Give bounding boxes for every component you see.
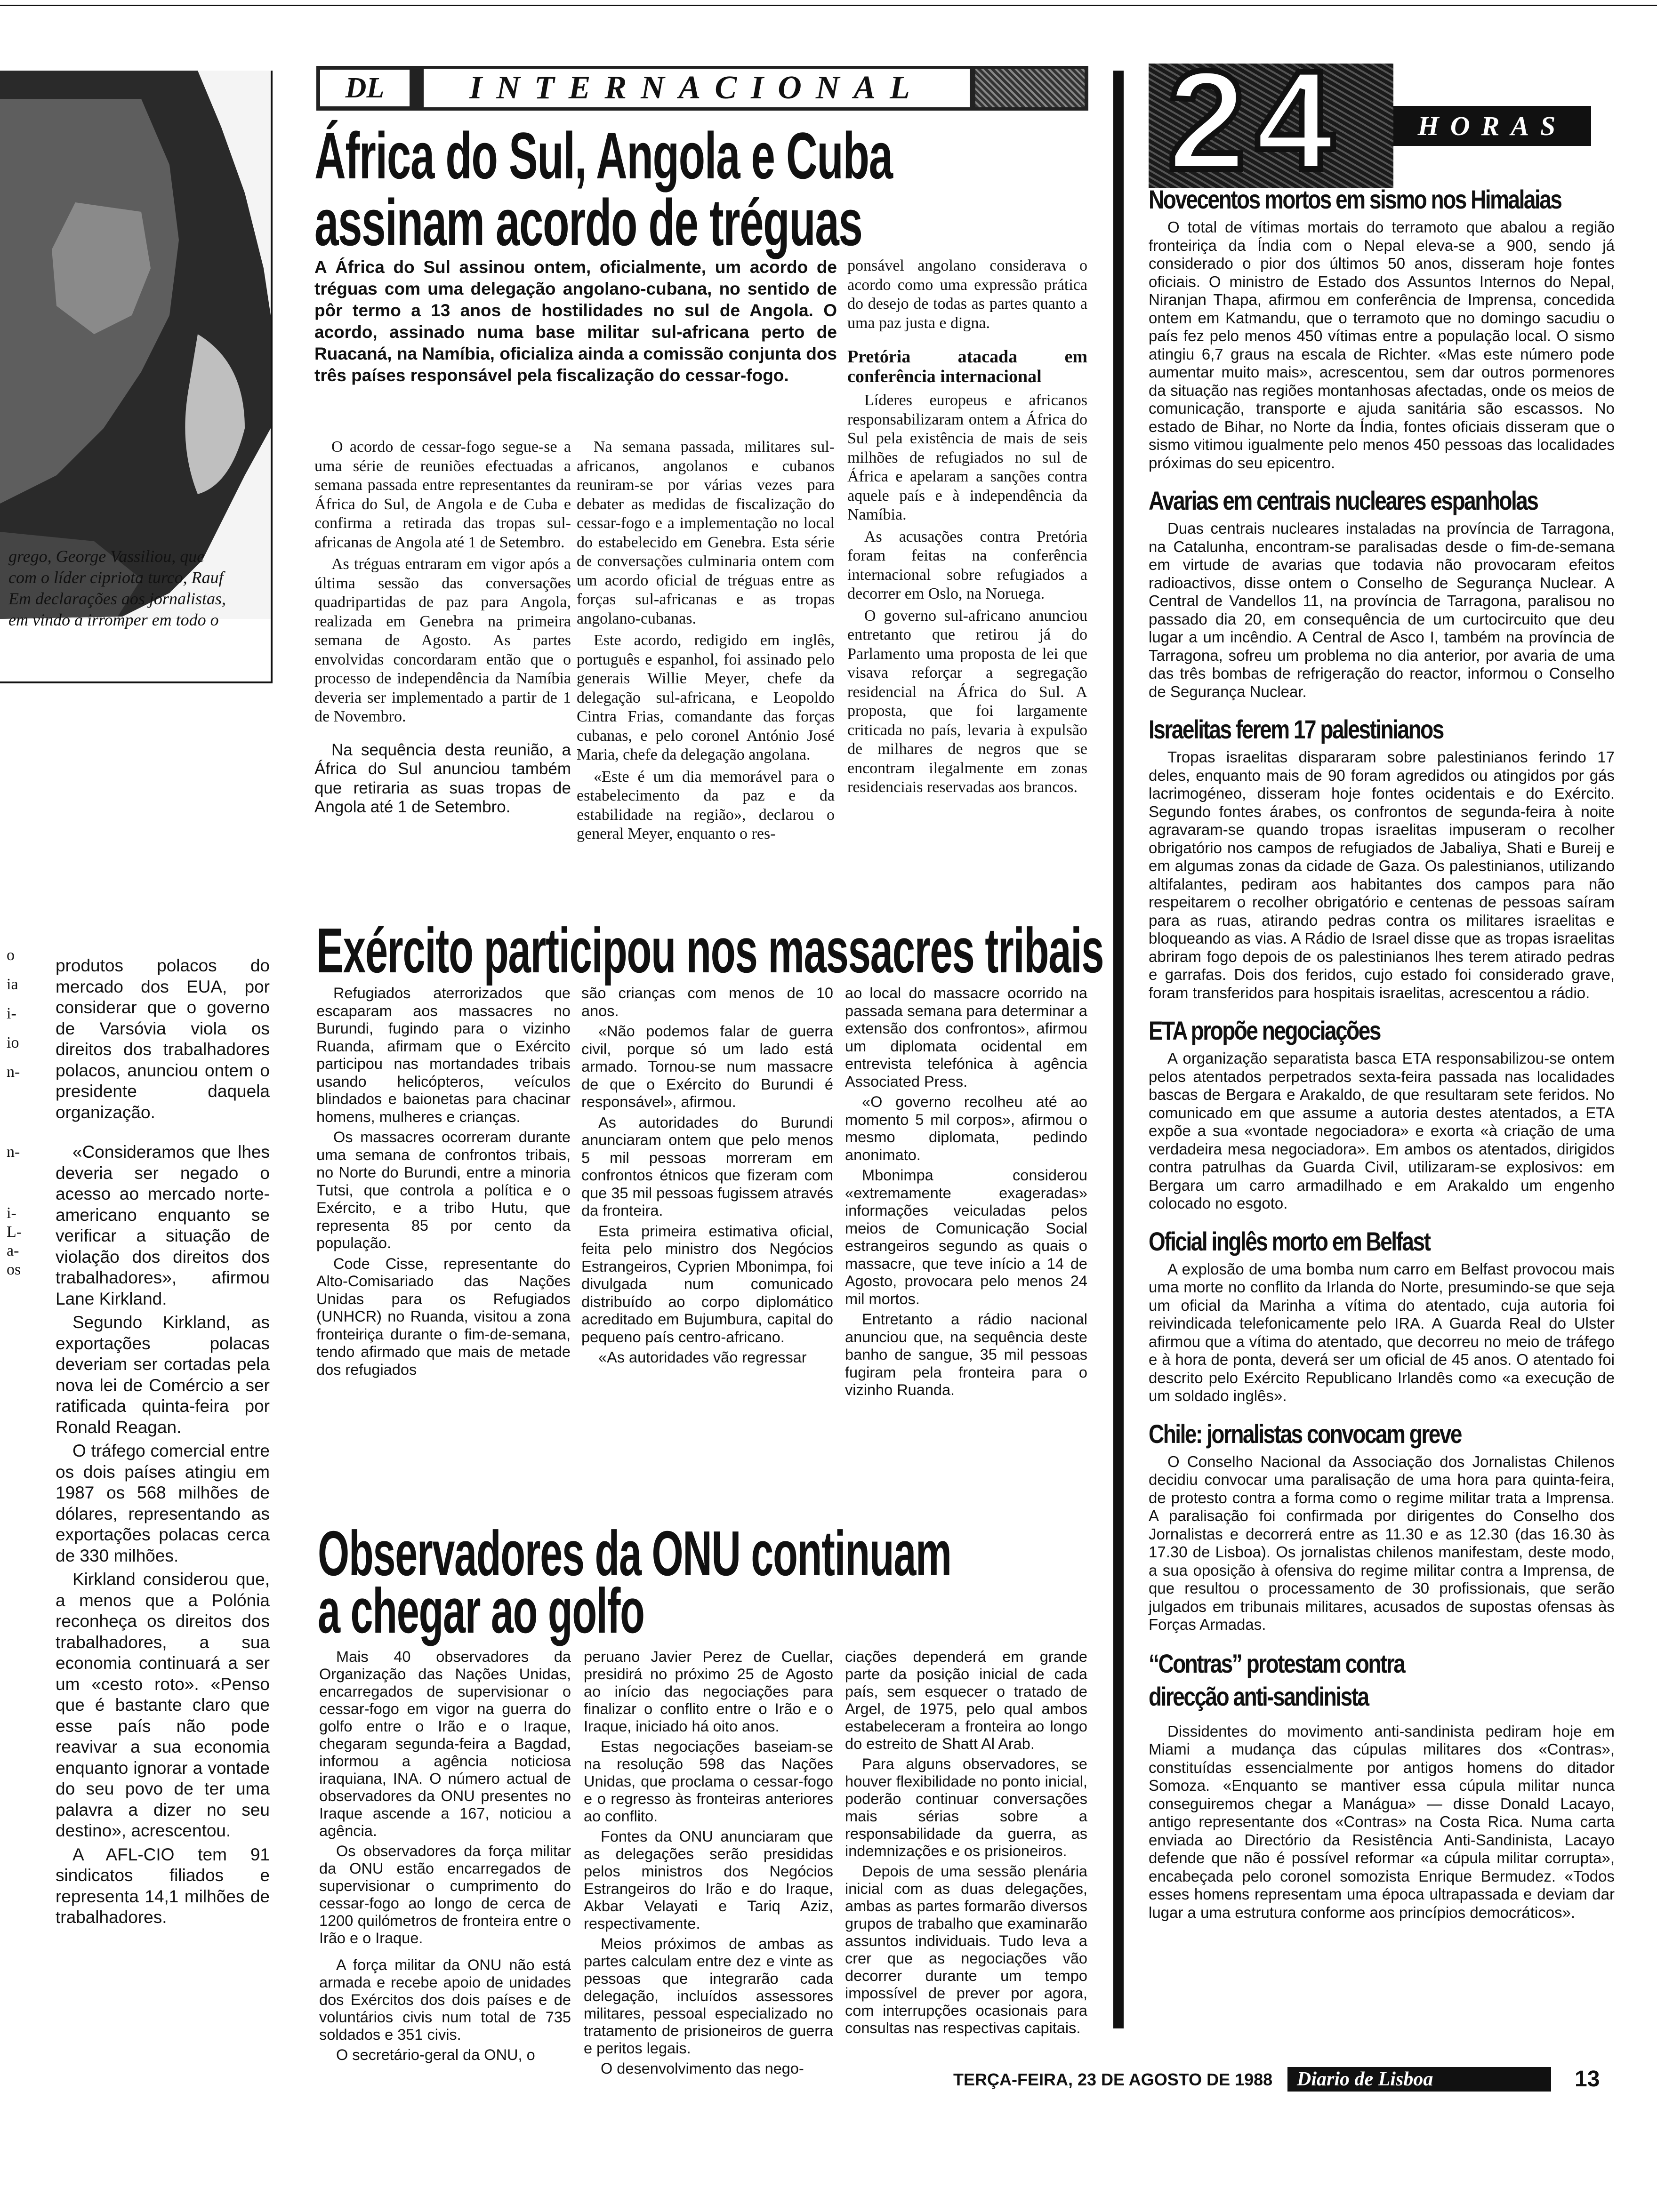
- top-rule: [0, 5, 1657, 6]
- photo-caption: grego, George Vassiliou, que com o líder cipriota turco, Rauf Em declarações aos jornalistas, em vindo a irromper em todo o: [8, 547, 226, 629]
- article1-col2: Na semana passada, militares sul-africanos, angolanos e cubanos reuniram-se por várias vezes para debater as medidas de fiscalização do cessar-fogo e a implementação no local do estabelecido em Genebra. Esta série de conversações culminaria ontem com um acordo oficial de tréguas entre as forças sul-africanas e as tropas angolano-cubanas. Este acordo, redigido em inglês, português e espanhol, foi assinado pelo generais Willie Meyer, chefe da delegação sul-africana, e Leopoldo Cintra Frias, comandante das forças cubanas, e pelo coronel António José Maria, chefe da delegação angolana. «Este é um dia memorável para o estabelecimento da paz e da estabilidade na região», declarou o general Meyer, enquanto o res-: [577, 438, 835, 842]
- brief-body: Duas centrais nucleares instaladas na província de Tarragona, na Catalunha, encontram-se paralisadas desde o fim-de-semana em virtude de avarias que todavia não provocaram efeitos radioactivos, disse ontem o Conselho de Segurança Nuclear. A Central de Vandellos 11, na província de Tarragona, paralisou no passado dia 20, em consequência de um curtocircuito que deu lugar a um incêndio. A Central de Asco I, também na província de Tarragona, sofreu um problema no dia anterior, por avaria de uma das três bombas de refrigeração do reactor, informou o Conselho de Segurança Nuclear.: [1149, 520, 1615, 700]
- article2-col1: Refugiados aterrorizados que escaparam aos massacres no Burundi, fugindo para o vizinho Ruanda, afirmam que o Exército participou nas mortandades tribais usando helicópteros, veículos blindados e baionetas para chacinar homens, mulheres e crianças. Os massacres ocorreram durante uma semana de confrontos tribais, no Norte do Burundi, entre a minoria Tutsi, que controla a política e o Exército, e a tribo Hutu, que representa 85 por cento da população. Code Cisse, representante do Alto-Comisariado das Nações Unidas para os Refugiados (UNHCR) no Ruanda, visitou a zona fronteiriça durante o fim-de-semana, tendo afirmado que mais de metade dos refugiados: [316, 985, 571, 1378]
- article3-col1: Mais 40 observadores da Organização das Nações Unidas, encarregados de supervisionar o cessar-fogo em vigor na guerra do golfo entre o Irão e o Iraque, chegaram segunda-feira a Bagdad, informou a agência noticiosa iraquiana, INA. O número actual de observadores da ONU presentes no Iraque ascende a 167, noticiou a agência. Os observadores da força militar da ONU estão encarregados de supervisionar o cumprimento do cessar-fogo ao longo de cerca de 1200 quilómetros de fronteira entre o Irão e o Iraque. A força militar da ONU não está armada e recebe apoio de unidades dos Exércitos dos dois países e de voluntários civis num total de 735 soldados e 351 civis. O secretário-geral da ONU, o: [319, 1648, 571, 2063]
- twentyfour-badge: 24: [1149, 64, 1393, 188]
- article1-col1: O acordo de cessar-fogo segue-se a uma série de reuniões efectuadas a semana passada entre representantes da África do Sul, de Angola e de Cuba e confirma a retirada das tropas sul-africanas de Angola até 1 de Setembro. As tréguas entraram em vigor após a última sessão das conversações quadripartidas de paz para Angola, realizada em Genebra na primeira semana de Agosto. As partes envolvidas concordaram então que o processo de independência da Namíbia deveria ser implementado a partir de 1 de Novembro. Na sequência desta reunião, a África do Sul anunciou também que retiraria as suas tropas de Angola até 1 de Setembro.: [314, 438, 571, 816]
- brief-title: Chile: jornalistas convocam greve: [1149, 1419, 1462, 1449]
- brief-title: “Contras” protestam contra direcção anti-sandinista: [1149, 1648, 1405, 1711]
- article3-title: Observadores da ONU continuam a chegar ao golfo: [318, 1518, 951, 1646]
- article3-col3: ciações dependerá em grande parte da posição inicial de cada país, sem esquecer o tratado de Argel, de 1975, pelo qual ambos estabeleceram a fronteira ao longo do estreito de Shatt Al Arab. Para alguns observadores, se houver flexibilidade no ponto inicial, poderão continuar conversações mais sérias sobre a responsabilidade da guerra, as indemnizações e os prisioneiros. Depois de uma sessão plenária inicial com as duas delegações, ambas as partes formarão diversos grupos de trabalho que examinarão assuntos individuais. Tudo leva a crer que as negociações vão decorrer durante um tempo impossível de prever por agora, com interrupções ocasionais para consultas nas respectivas capitais.: [845, 1648, 1087, 2036]
- brief-body: A organização separatista basca ETA responsabilizou-se ontem pelos atentados perpetrados sexta-feira passada nas localidades bascas de Bergara e Arakaldo, de que resultaram sete feridos. No comunicado em que assume a autoria destes atentados, a ETA expõe a sua «vontade negociadora» e exorta «à criação de uma verdadeira mesa negociadora». Em ambos os atentados, dirigidos contra patrulhas da Guarda Civil, utilizaram-se explosivos: em Bergara um carro armadilhado e em Arakaldo um engenho colocado no esgoto.: [1149, 1050, 1615, 1212]
- banner-texture: [975, 69, 1085, 107]
- brief-body: O Conselho Nacional da Associação dos Jornalistas Chilenos decidiu convocar uma paralisação de uma hora para quinta-feira, de protesto contra a forma como o regime militar trata a Imprensa. A paralisação foi confirmada por dirigentes do Conselho dos Jornalistas e decorrerá entre as 11.30 e as 12.30 (das 16.30 às 17.30 de Lisboa). Os jornalistas chilenos manifestam, deste modo, a sua oposição à ofensiva do regime militar contra a Imprensa, de que resultou o processamento de 30 profissionais, que serão julgados em tribunais militares, acusados de supostas ofensas às Forças Armadas.: [1149, 1452, 1615, 1633]
- dl-logo: DL: [320, 70, 410, 106]
- photo-right-border: [271, 71, 273, 682]
- left-fragments: o ia i- io n- n- i- L- a- os: [7, 946, 22, 1278]
- right-column-left-bar: [1113, 71, 1124, 2028]
- section-banner: [316, 66, 1088, 111]
- section-title: INTERNACIONAL: [424, 69, 970, 107]
- footer-paper-name: Diario de Lisboa: [1287, 2067, 1551, 2092]
- article3-col2: peruano Javier Perez de Cuellar, presidirá no próximo 25 de Agosto ao início das negociações para finalizar o conflito entre o Irão e o Iraque, iniciado há oito anos. Estas negociações baseiam-se na resolução 598 das Nações Unidas, que proclama o cessar-fogo e o regresso às fronteiras anteriores ao conflito. Fontes da ONU anunciaram que as delegações serão presididas pelos ministros dos Negócios Estrangeiros do Irão e do Iraque, Akbar Velayati e Tariq Aziz, respectivamente. Meios próximos de ambas as partes calculam entre dez e vinte as pessoas que integrarão cada delegação, incluídos assessores militares, pessoal especializado no tratamento de prisioneiros de guerra e peritos legais. O desenvolvimento das nego-: [584, 1648, 833, 2077]
- left-article: produtos polacos do mercado dos EUA, por considerar que o governo de Varsóvia viola os direitos dos trabalhadores polacos, anunciou ontem o presidente daquela organização. «Consideramos que lhes deveria ser negado o acesso ao mercado norte-americano enquanto se verificar a situação de violação dos direitos dos trabalhadores», afirmou Lane Kirkland. Segundo Kirkland, as exportações polacas deveriam ser cortadas pela nova lei de Comércio a ser ratificada quinta-feira por Ronald Reagan. O tráfego comercial entre os dois países atingiu em 1987 os 568 milhões de dólares, representando as exportações polacas cerca de 330 milhões. Kirkland considerou que, a menos que a Polónia reconheça os direitos dos trabalhadores, a sua economia continuará a ser um «cesto roto». «Penso que é bastante claro que esse país não pode reavivar a sua economia enquanto ignorar a vontade do seu povo de ter uma palavra a dizer no seu destino», acrescentou. A AFL-CIO tem 91 sindicatos filiados e representa 14,1 milhões de trabalhadores.: [56, 956, 270, 1927]
- brief-title: Israelitas ferem 17 palestinianos: [1149, 714, 1443, 744]
- brief-body: Dissidentes do movimento anti-sandinista pediram hoje em Miami a mudança das cúpulas militares dos «Contras», constituídas essencialmente por antigos homens do ditador Somoza. «Enquanto se mantiver essa cúpula militar nunca conseguiremos chegar a Manágua» — disse Donald Lacayo, antigo representante dos «Contras» na Costa Rica. Numa carta enviada ao Directório da Resistência Anti-Sandinista, Lacayo defende que não é possível reformar «a cúpula militar corrupta», encabeçada pelo coronel somozista Enrique Bermudez. «Todos esses homens representam uma época ultrapassada e deviam dar lugar a uma estrutura conforme aos princípios democráticos».: [1149, 1722, 1615, 1921]
- photo-bottom-border: [0, 681, 273, 683]
- article2-title: Exército participou nos massacres tribais: [316, 915, 1104, 986]
- footer-date: TERÇA-FEIRA, 23 DE AGOSTO DE 1988: [953, 2070, 1273, 2089]
- brief-body: A explosão de uma bomba num carro em Belfast provocou mais uma morte no conflito da Irlanda do Norte, presumindo-se que seja um oficial da Marinha a vítima do atentado, cuja autoria foi reivindicada telefonicamente pelo IRA. A Guarda Real do Ulster afirmou que a vítima do atentado, que decorreu no meio de tráfego e à hora de ponta, deverá ser um oficial de 45 anos. O atentado foi descrito pelo Exército Republicano Irlandês como «a execução de um soldado inglês».: [1149, 1260, 1615, 1404]
- brief-body: Tropas israelitas dispararam sobre palestinianos ferindo 17 deles, enquanto mais de 90 foram agredidos ou atingidos por gás lacrimogéneo, disseram hoje fontes ocidentais e do Exército. Segundo fontes árabes, os confrontos de segunda-feira à noite agravaram-se quando tropas israelitas impuseram o recolher obrigatório nos campos de refugiados de Jabaliya, Shati e Bureij e em algumas zonas da cidade de Gaza. Os palestinianos, utilizando altifalantes, pediram aos habitantes dos campos para não respeitarem o recolher obrigatório e centenas de pessoas saíram para as ruas, atirando pedras contra os militares israelitas e bloqueando as vias. A Rádio de Israel disse que as tropas israelitas abriram fogo depois de os palestinianos lhes terem atirado pedras e garrafas. Dois dos feridos, cujo estado foi considerado grave, foram transferidos para hospitais israelitas, acrescentou a rádio.: [1149, 748, 1615, 1002]
- brief-title: Oficial inglês morto em Belfast: [1149, 1226, 1430, 1256]
- article2-col2: são crianças com menos de 10 anos. «Não podemos falar de guerra civil, porque só um lado está armado. Tornou-se num massacre de que o Exército do Burundi é responsável», afirmou. As autoridades do Burundi anunciaram ontem que pelo menos 5 mil pessoas morreram em confrontos étnicos que fizeram com que 35 mil pessoas fugissem através da fronteira. Esta primeira estimativa oficial, feita pelo ministro dos Negócios Estrangeiros, Cyprien Mbonimpa, foi divulgada num comunicado distribuído ao corpo diplomático acreditado em Bujumbura, capital do pequeno país centro-africano. «As autoridades vão regressar: [581, 985, 833, 1366]
- brief-title: Avarias em centrais nucleares espanholas: [1149, 486, 1538, 515]
- article1-col3: ponsável angolano considerava o acordo como uma expressão prática do desejo de todas as partes quanto a uma paz justa e digna. Pretória atacada em conferência internacional Líderes europeus e africanos responsabilizaram ontem a África do Sul pela existência de mais de seis milhões de refugiados no sul de África e apelaram a sanções contra aquele país e à independência da Namíbia. As acusações contra Pretória foram feitas na conferência internacional sobre refugiados a decorrer em Oslo, na Noruega. O governo sul-africano anunciou entretanto que retirou já do Parlamento uma proposta de lei que visava reforçar a segregação residencial na África do Sul. A proposta, que foi largamente criticada no país, levaria à expulsão de milhares de negros que se encontram ilegalmente em zonas residenciais reservadas aos brancos.: [847, 257, 1087, 796]
- article1-lede: A África do Sul assinou ontem, oficialmente, um acordo de tréguas com uma delegação angolano-cubana, no sentido de pôr termo a 13 anos de hostilidades no sul de Angola. O acordo, assinado numa base militar sul-africana perto de Ruacaná, na Namíbia, oficializa ainda a comissão conjunta dos três países responsável pela fiscalização do cessar-fogo.: [314, 257, 837, 385]
- footer-page-number: 13: [1575, 2067, 1600, 2092]
- brief-title: Novecentos mortos em sismo nos Himalaias: [1149, 184, 1561, 214]
- article2-col3: ao local do massacre ocorrido na passada semana para determinar a extensão dos confrontos», afirmou um diplomata ocidental em entrevista telefónica à agência Associated Press. «O governo recolheu até ao momento 5 mil corpos», afirmou o mesmo diplomata, pedindo anonimato. Mbonimpa considerou «extremamente exageradas» informações veiculadas pelos meios de Comunicação Social estrangeiros segundo as quais o massacre, que teve início a 14 de Agosto, provocara pelo menos 24 mil mortos. Entretanto a rádio nacional anunciou que, na sequência deste banho de sangue, 35 mil pessoas fugiram pela fronteira para o vizinho Ruanda.: [845, 985, 1087, 1398]
- brief-body: O total de vítimas mortais do terramoto que abalou a região fronteiriça da Índia com o Nepal eleva-se a 900, sendo já considerado o pior dos últimos 50 anos, disseram hoje fontes oficiais. O ministro de Estado dos Assuntos Internos do Nepal, Niranjan Thapa, afirmou em conferência de Imprensa, concedida ontem em Katmandu, que o terramoto que no domingo sacudiu o país fez pelo menos 450 vítimas entre a população local. O sismo atingiu 6,7 graus na escala de Richter. «Mas este número pode aumentar muito mais», acrescentou, sem dar outros pormenores da situação nas regiões montanhosas afectadas, onde os meios de comunicação, transporte e ajuda sanitária são escassos. No estado de Bihar, no Norte da Índia, fontes oficiais disseram que o sismo vitimou igualmente pelo menos 450 pessoas das localidades próximas do seu epicentro.: [1149, 218, 1615, 472]
- brief-title: ETA propõe negociações: [1149, 1016, 1380, 1045]
- briefs-column: [1149, 181, 1615, 1922]
- horas-label: HORAS: [1393, 106, 1591, 146]
- article1-title: África do Sul, Angola e Cuba assinam acordo de tréguas: [314, 119, 893, 259]
